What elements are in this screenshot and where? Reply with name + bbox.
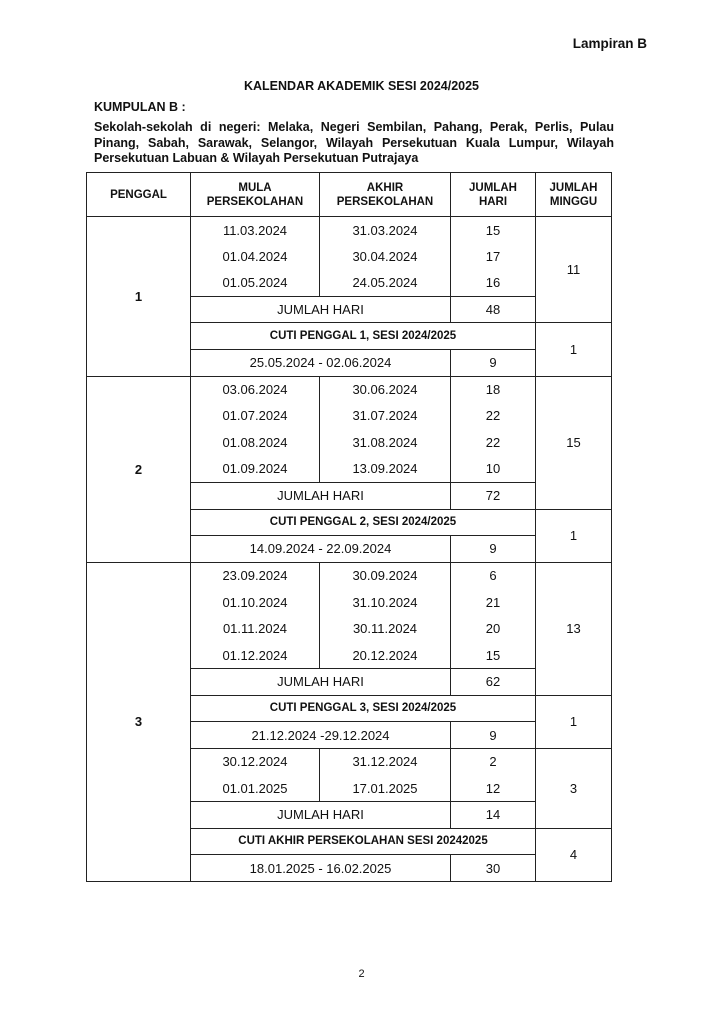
start-date: 23.09.2024	[191, 562, 320, 589]
break-weeks: 1	[536, 509, 612, 562]
day-count: 2	[451, 748, 536, 775]
total-days: 14	[451, 802, 536, 829]
end-date: 13.09.2024	[320, 456, 451, 483]
break-range: 25.05.2024 - 02.06.2024	[191, 349, 451, 376]
end-date: 31.03.2024	[320, 217, 451, 244]
header-end: AKHIR PERSEKOLAHAN	[320, 173, 451, 217]
start-date: 01.08.2024	[191, 429, 320, 456]
total-label: JUMLAH HARI	[191, 802, 451, 829]
day-count: 21	[451, 589, 536, 616]
term-2-label: 2	[87, 376, 191, 562]
total-label: JUMLAH HARI	[191, 296, 451, 323]
end-date: 31.08.2024	[320, 429, 451, 456]
start-date: 01.05.2024	[191, 270, 320, 297]
term-3-weeks-2: 3	[536, 748, 612, 828]
day-count: 10	[451, 456, 536, 483]
term-3-label: 3	[87, 562, 191, 881]
start-date: 01.11.2024	[191, 615, 320, 642]
term-3-weeks: 13	[536, 562, 612, 695]
final-break-range: 18.01.2025 - 16.02.2025	[191, 855, 451, 882]
day-count: 22	[451, 429, 536, 456]
end-date: 31.07.2024	[320, 403, 451, 430]
page-number: 2	[358, 968, 365, 980]
total-days: 72	[451, 482, 536, 509]
header-term: PENGGAL	[87, 173, 191, 217]
header-row	[87, 173, 612, 217]
end-date: 30.09.2024	[320, 562, 451, 589]
total-days: 62	[451, 669, 536, 696]
break-days: 9	[451, 722, 536, 749]
document-title: KALENDAR AKADEMIK SESI 2024/2025	[243, 79, 480, 93]
term-1-label: 1	[87, 217, 191, 377]
break-days: 9	[451, 536, 536, 563]
total-days: 48	[451, 296, 536, 323]
end-date: 24.05.2024	[320, 270, 451, 297]
header-start: MULA PERSEKOLAHAN	[191, 173, 320, 217]
day-count: 22	[451, 403, 536, 430]
end-date: 17.01.2025	[320, 775, 451, 802]
day-count: 18	[451, 376, 536, 403]
start-date: 01.10.2024	[191, 589, 320, 616]
break-range: 21.12.2024 -29.12.2024	[191, 722, 451, 749]
day-count: 16	[451, 270, 536, 297]
break-range: 14.09.2024 - 22.09.2024	[191, 536, 451, 563]
table-row	[87, 376, 612, 403]
header-days: JUMLAH HARI	[451, 173, 536, 217]
day-count: 12	[451, 775, 536, 802]
start-date: 11.03.2024	[191, 217, 320, 244]
total-label: JUMLAH HARI	[191, 482, 451, 509]
end-date: 20.12.2024	[320, 642, 451, 669]
break-title: CUTI PENGGAL 2, SESI 2024/2025	[191, 509, 536, 536]
day-count: 6	[451, 562, 536, 589]
start-date: 01.04.2024	[191, 243, 320, 270]
day-count: 15	[451, 642, 536, 669]
term-1-weeks: 11	[536, 217, 612, 323]
break-title: CUTI PENGGAL 3, SESI 2024/2025	[191, 695, 536, 722]
start-date: 01.07.2024	[191, 403, 320, 430]
end-date: 31.10.2024	[320, 589, 451, 616]
start-date: 30.12.2024	[191, 748, 320, 775]
group-label: KUMPULAN B :	[94, 100, 186, 114]
table-row	[87, 217, 612, 244]
final-break-days: 30	[451, 855, 536, 882]
end-date: 30.11.2024	[320, 615, 451, 642]
break-days: 9	[451, 349, 536, 376]
break-title: CUTI PENGGAL 1, SESI 2024/2025	[191, 323, 536, 350]
start-date: 01.01.2025	[191, 775, 320, 802]
header-weeks: JUMLAH MINGGU	[536, 173, 612, 217]
start-date: 01.09.2024	[191, 456, 320, 483]
day-count: 15	[451, 217, 536, 244]
day-count: 17	[451, 243, 536, 270]
final-break-weeks: 4	[536, 828, 612, 881]
end-date: 31.12.2024	[320, 748, 451, 775]
annex-label: Lampiran B	[572, 36, 647, 51]
term-2-weeks: 15	[536, 376, 612, 509]
total-label: JUMLAH HARI	[191, 669, 451, 696]
states-list: Sekolah-sekolah di negeri: Melaka, Negeri Sembilan, Pahang, Perak, Perlis, Pulau Pinang, Sabah, Sarawak, Selangor, Wilayah Persekutuan Kuala Lumpur, Wilayah Persekutuan Labuan & Wilayah Persekutuan Putrajaya	[94, 120, 614, 165]
academic-calendar-table	[86, 172, 612, 882]
end-date: 30.04.2024	[320, 243, 451, 270]
final-break-title: CUTI AKHIR PERSEKOLAHAN SESI 20242025	[191, 828, 536, 855]
day-count: 20	[451, 615, 536, 642]
table-row	[87, 562, 612, 589]
start-date: 03.06.2024	[191, 376, 320, 403]
end-date: 30.06.2024	[320, 376, 451, 403]
break-weeks: 1	[536, 323, 612, 376]
start-date: 01.12.2024	[191, 642, 320, 669]
break-weeks: 1	[536, 695, 612, 748]
